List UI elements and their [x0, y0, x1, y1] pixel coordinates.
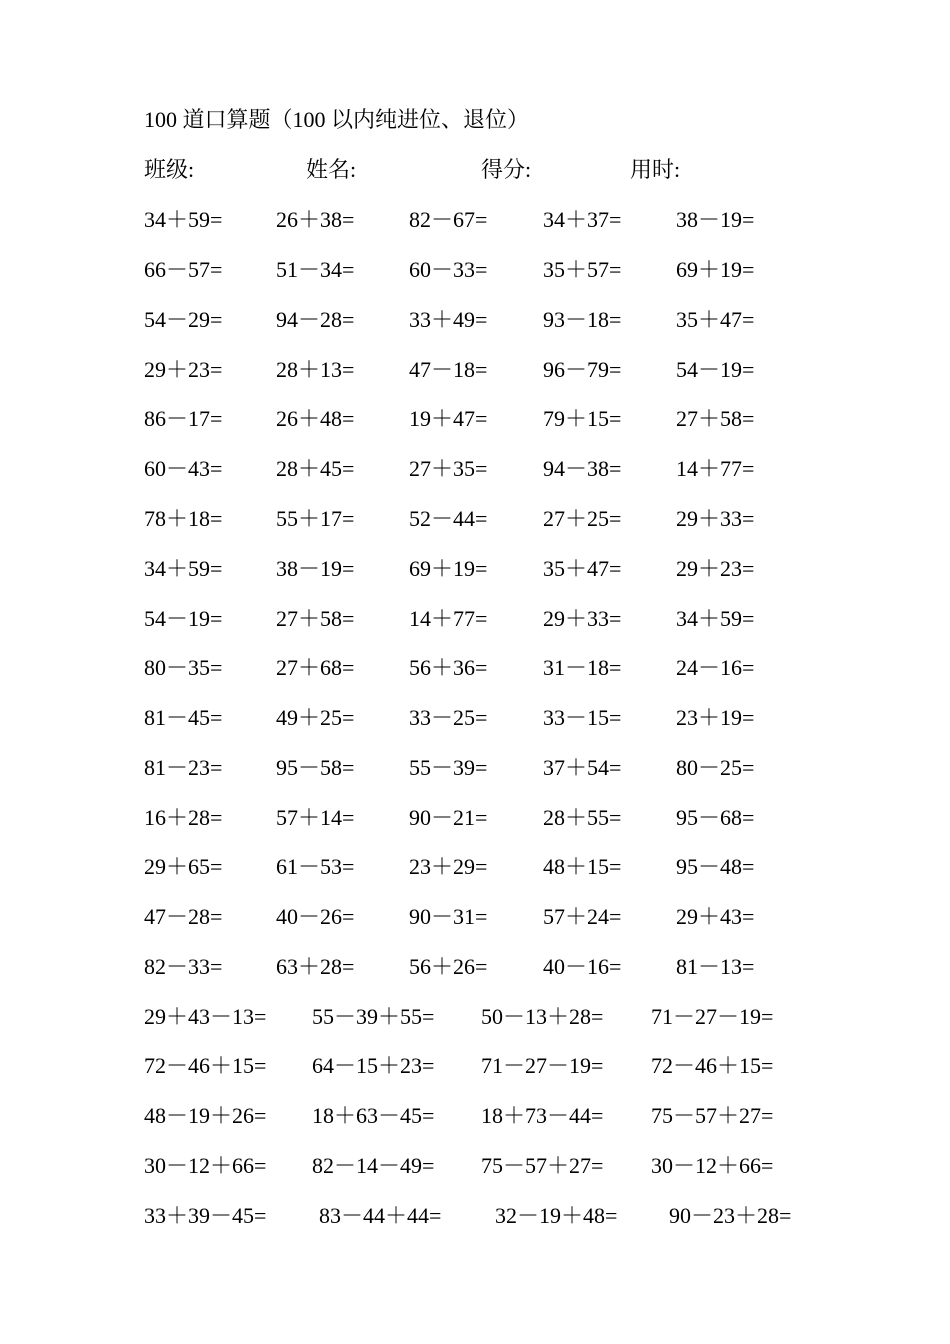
problem: 33－25= — [409, 705, 488, 730]
problem: 33－15= — [543, 705, 622, 730]
problem: 95－48= — [676, 854, 755, 879]
problem: 66－57= — [144, 257, 223, 282]
problem: 90－21= — [409, 805, 488, 830]
problem: 29＋43= — [676, 904, 755, 929]
problem: 38－19= — [276, 556, 355, 581]
problem: 57＋24= — [543, 904, 622, 929]
problem: 19＋47= — [409, 406, 488, 431]
problem: 54－19= — [676, 357, 755, 382]
problem: 86－17= — [144, 406, 223, 431]
worksheet-title: 100 道口算题（100 以内纯进位、退位） — [144, 107, 530, 132]
problem: 29＋33= — [543, 606, 622, 631]
problem: 54－19= — [144, 606, 223, 631]
problem: 75－57＋27= — [481, 1153, 604, 1178]
problem: 14＋77= — [409, 606, 488, 631]
time-field-label: 用时: — [630, 157, 681, 182]
problem-row — [0, 1201, 950, 1231]
problem-row — [0, 305, 950, 335]
problem: 35＋47= — [543, 556, 622, 581]
problem: 29＋65= — [144, 854, 223, 879]
problem-row — [0, 1051, 950, 1081]
problem: 55＋17= — [276, 506, 355, 531]
problem: 61－53= — [276, 854, 355, 879]
problem: 57＋14= — [276, 805, 355, 830]
problem: 81－45= — [144, 705, 223, 730]
problem: 16＋28= — [144, 805, 223, 830]
problem-row — [0, 952, 950, 982]
problem: 27＋25= — [543, 506, 622, 531]
problem: 95－58= — [276, 755, 355, 780]
problem: 49＋25= — [276, 705, 355, 730]
problem: 48＋15= — [543, 854, 622, 879]
problem: 18＋73－44= — [481, 1103, 604, 1128]
problem: 78＋18= — [144, 506, 223, 531]
problem: 40－16= — [543, 954, 622, 979]
problem: 34＋59= — [676, 606, 755, 631]
problem: 34＋59= — [144, 556, 223, 581]
problem-row — [0, 852, 950, 882]
problem: 28＋45= — [276, 456, 355, 481]
problem-row — [0, 1101, 950, 1131]
problem-row — [0, 902, 950, 932]
problem-row — [0, 454, 950, 484]
problem: 48－19＋26= — [144, 1103, 267, 1128]
problem: 56＋36= — [409, 655, 488, 680]
problem: 23＋19= — [676, 705, 755, 730]
problem: 90－31= — [409, 904, 488, 929]
problem: 23＋29= — [409, 854, 488, 879]
problem: 34＋37= — [543, 207, 622, 232]
problem-row — [0, 753, 950, 783]
problem-row — [0, 404, 950, 434]
problem: 82－14－49= — [312, 1153, 435, 1178]
problem: 31－18= — [543, 655, 622, 680]
problem: 29＋43－13= — [144, 1004, 267, 1029]
problem: 82－67= — [409, 207, 488, 232]
problem-row — [0, 554, 950, 584]
problem: 93－18= — [543, 307, 622, 332]
problem: 80－25= — [676, 755, 755, 780]
problem-row — [0, 504, 950, 534]
problem: 30－12＋66= — [651, 1153, 774, 1178]
problem-row — [0, 1002, 950, 1032]
problem: 72－46＋15= — [651, 1053, 774, 1078]
name-field-label: 姓名: — [306, 157, 357, 182]
problem: 27＋68= — [276, 655, 355, 680]
problem: 55－39= — [409, 755, 488, 780]
problem: 60－33= — [409, 257, 488, 282]
problem: 29＋23= — [676, 556, 755, 581]
problem: 26＋38= — [276, 207, 355, 232]
problem: 38－19= — [676, 207, 755, 232]
problem: 24－16= — [676, 655, 755, 680]
problem: 28＋13= — [276, 357, 355, 382]
problem: 81－13= — [676, 954, 755, 979]
problem: 79＋15= — [543, 406, 622, 431]
problem: 63＋28= — [276, 954, 355, 979]
problem: 71－27－19= — [481, 1053, 604, 1078]
problem: 55－39＋55= — [312, 1004, 435, 1029]
problem: 83－44＋44= — [319, 1203, 442, 1228]
problem: 69＋19= — [676, 257, 755, 282]
problem: 27＋58= — [276, 606, 355, 631]
worksheet-title-line — [0, 105, 950, 135]
problem: 96－79= — [543, 357, 622, 382]
problem: 50－13＋28= — [481, 1004, 604, 1029]
problem: 60－43= — [144, 456, 223, 481]
problem-row — [0, 205, 950, 235]
problem: 54－29= — [144, 307, 223, 332]
problem-row — [0, 803, 950, 833]
problem: 35＋57= — [543, 257, 622, 282]
problem-row — [0, 355, 950, 385]
problem: 30－12＋66= — [144, 1153, 267, 1178]
problem: 27＋35= — [409, 456, 488, 481]
problem: 52－44= — [409, 506, 488, 531]
problem: 90－23＋28= — [669, 1203, 792, 1228]
problem: 37＋54= — [543, 755, 622, 780]
problem: 47－18= — [409, 357, 488, 382]
problem: 35＋47= — [676, 307, 755, 332]
problem: 95－68= — [676, 805, 755, 830]
problem: 32－19＋48= — [495, 1203, 618, 1228]
problem: 72－46＋15= — [144, 1053, 267, 1078]
problem-row — [0, 703, 950, 733]
problem-row — [0, 653, 950, 683]
problem: 33＋49= — [409, 307, 488, 332]
problem: 94－38= — [543, 456, 622, 481]
problem: 40－26= — [276, 904, 355, 929]
problem: 26＋48= — [276, 406, 355, 431]
problem: 47－28= — [144, 904, 223, 929]
problem: 64－15＋23= — [312, 1053, 435, 1078]
problem-row — [0, 1151, 950, 1181]
problem: 75－57＋27= — [651, 1103, 774, 1128]
problem: 56＋26= — [409, 954, 488, 979]
problem: 51－34= — [276, 257, 355, 282]
problem: 81－23= — [144, 755, 223, 780]
problem: 28＋55= — [543, 805, 622, 830]
score-field-label: 得分: — [481, 157, 532, 182]
problem: 82－33= — [144, 954, 223, 979]
problem: 71－27－19= — [651, 1004, 774, 1029]
problem: 69＋19= — [409, 556, 488, 581]
problem: 27＋58= — [676, 406, 755, 431]
problem-row — [0, 604, 950, 634]
problem: 29＋33= — [676, 506, 755, 531]
class-field-label: 班级: — [144, 157, 195, 182]
problem: 29＋23= — [144, 357, 223, 382]
problem: 14＋77= — [676, 456, 755, 481]
problem: 33＋39－45= — [144, 1203, 267, 1228]
student-info-line — [0, 155, 950, 185]
problem: 34＋59= — [144, 207, 223, 232]
problem-row — [0, 255, 950, 285]
problem: 94－28= — [276, 307, 355, 332]
problem: 18＋63－45= — [312, 1103, 435, 1128]
problem: 80－35= — [144, 655, 223, 680]
